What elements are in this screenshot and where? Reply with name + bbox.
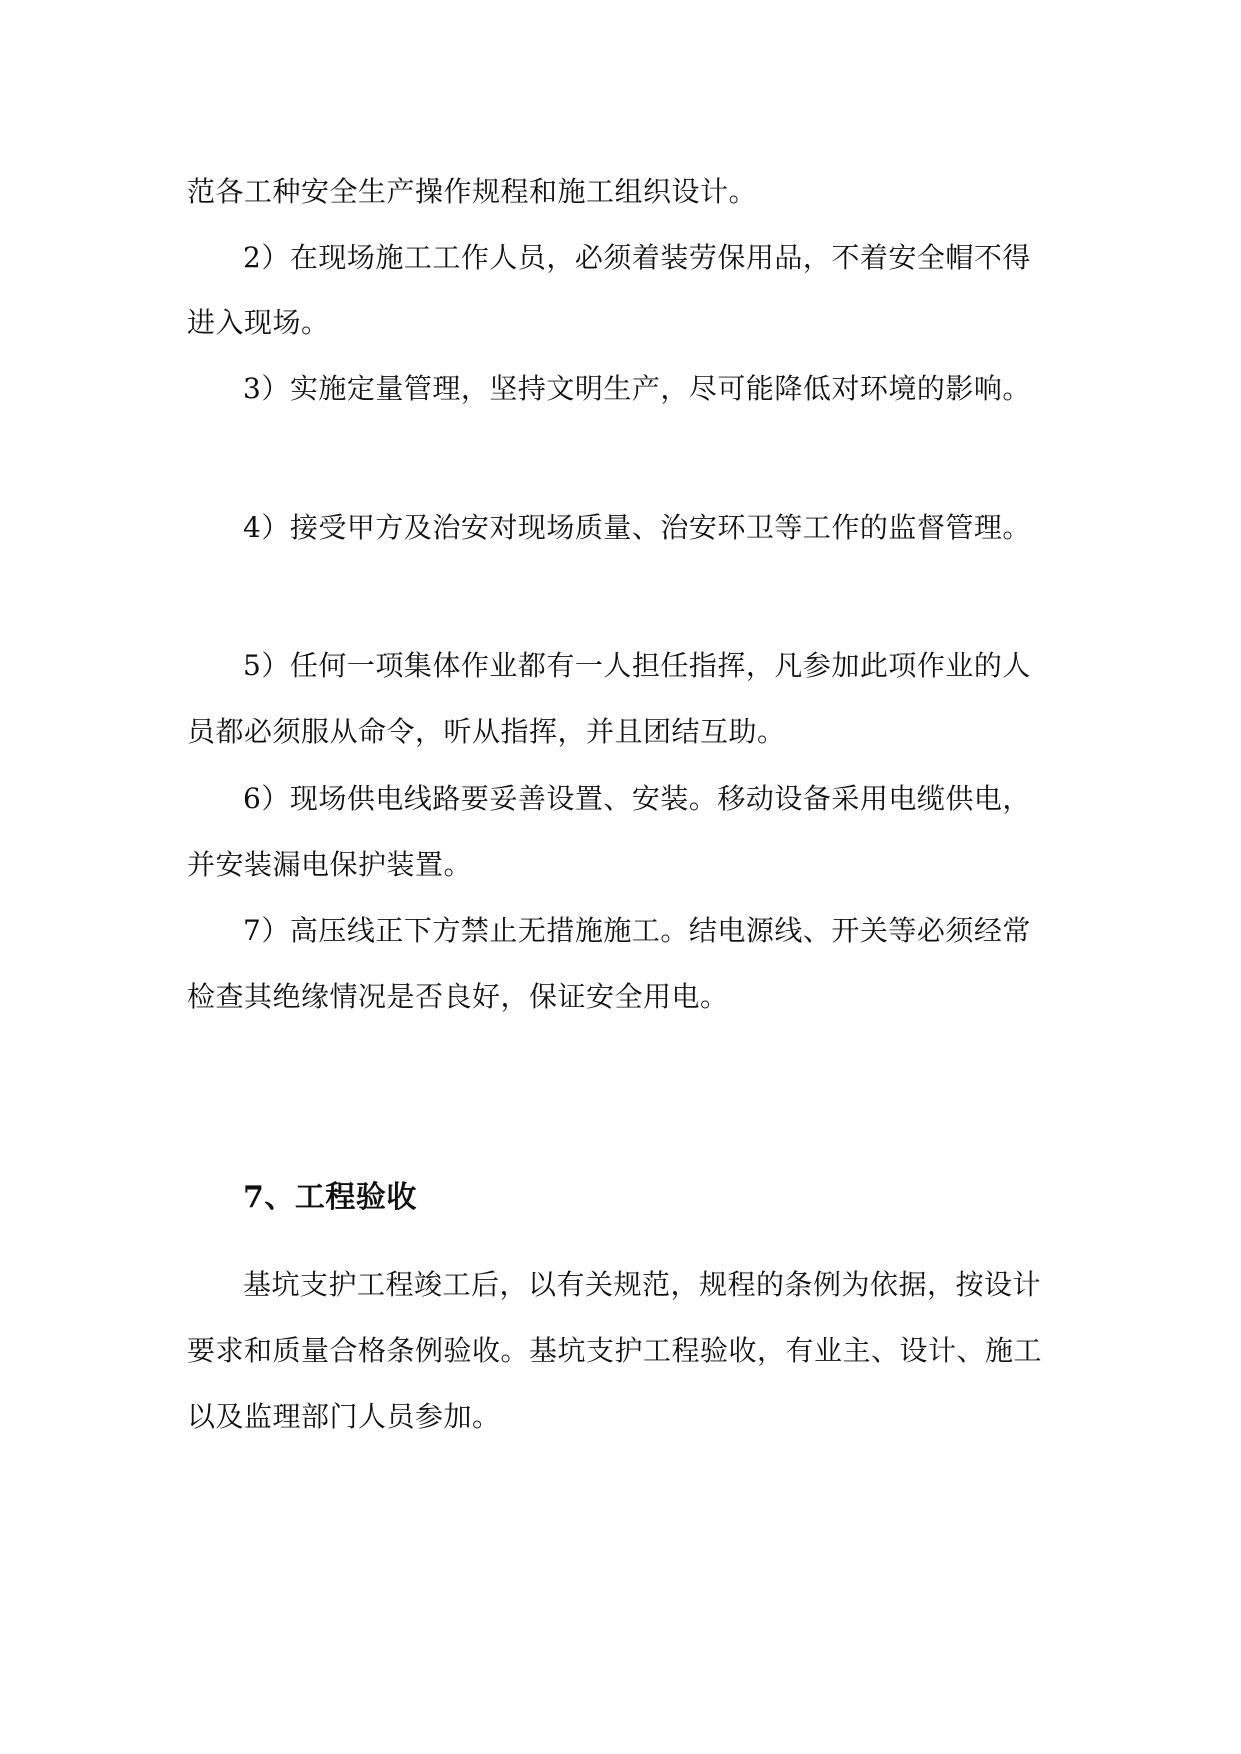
paragraph-intro-tail: 范各工种安全生产操作规程和施工组织设计。	[187, 175, 758, 208]
list-item-5-line-1: 5）任何一项集体作业都有一人担任指挥，凡参加此项作业的人	[243, 649, 1031, 682]
list-item-2-line-2: 进入现场。	[187, 306, 330, 339]
list-item-5-line-2: 员都必须服从命令，听从指挥，并且团结互助。	[187, 715, 786, 748]
list-item-3: 3）实施定量管理，坚持文明生产，尽可能降低对环境的影响。	[243, 372, 1031, 405]
list-item-6-line-2: 并安装漏电保护装置。	[187, 848, 473, 881]
list-item-7-line-1: 7）高压线正下方禁止无措施施工。结电源线、开关等必须经常	[243, 914, 1031, 947]
list-item-4: 4）接受甲方及治安对现场质量、治安环卫等工作的监督管理。	[243, 511, 1031, 544]
section-body-line-2: 要求和质量合格条例验收。基坑支护工程验收，有业主、设计、施工	[187, 1334, 1043, 1367]
list-item-7-line-2: 检查其绝缘情况是否良好，保证安全用电。	[187, 980, 729, 1013]
list-item-6-line-1: 6）现场供电线路要妥善设置、安装。移动设备采用电缆供电，	[243, 782, 1031, 815]
section-body-line-3: 以及监理部门人员参加。	[187, 1400, 501, 1433]
list-item-2-line-1: 2）在现场施工工作人员，必须着装劳保用品，不着安全帽不得	[243, 241, 1031, 274]
section-heading: 7、工程验收	[243, 1180, 417, 1215]
section-body-line-1: 基坑支护工程竣工后，以有关规范，规程的条例为依据，按设计	[243, 1268, 1042, 1301]
